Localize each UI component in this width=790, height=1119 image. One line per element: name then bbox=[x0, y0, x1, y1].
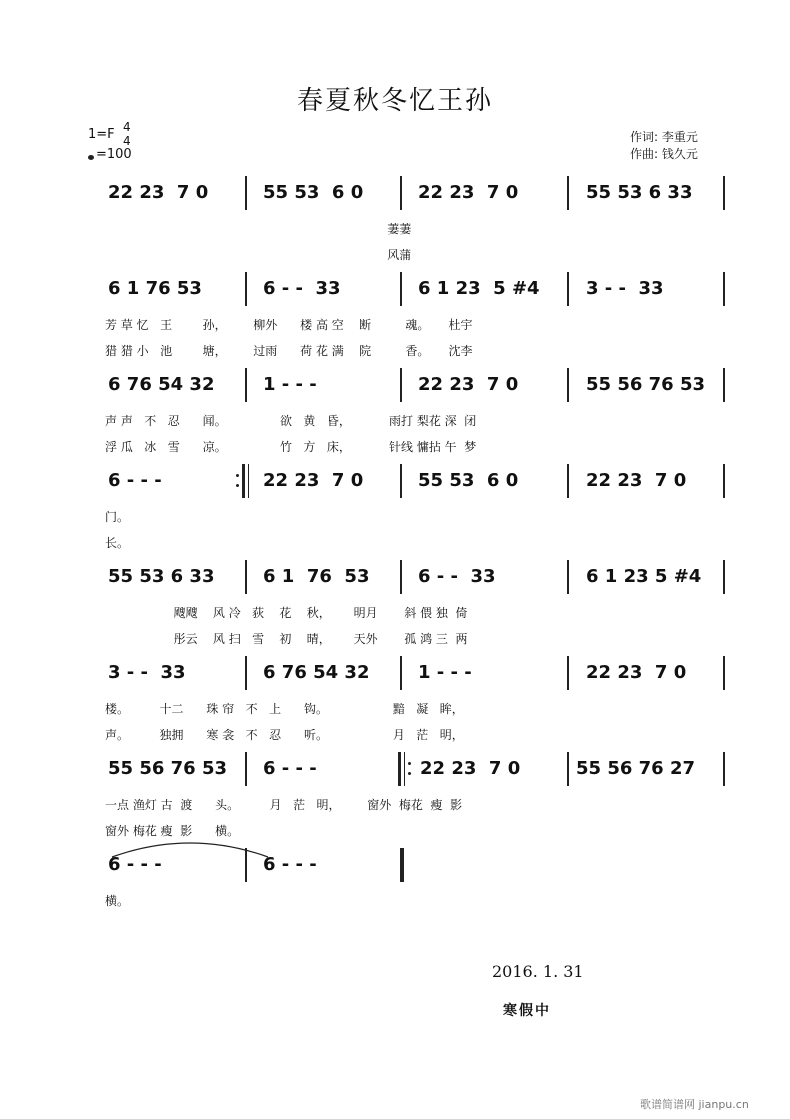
repeat-thin-line bbox=[248, 464, 249, 498]
lyric-line-2a: 芳 草 忆 王 孙， 柳外 楼 高 空 断 魂。 杜宇 bbox=[105, 318, 473, 332]
measure: 55 56 76 53 bbox=[108, 758, 227, 779]
measure: 22 23 7 0 bbox=[263, 470, 364, 491]
lyric-line-7a: 一点 渔灯 古 渡 头。 月 茫 明， 窗外 梅花 瘦 影 bbox=[105, 798, 463, 812]
tempo-value: =100 bbox=[96, 147, 132, 162]
measure: 55 53 6 0 bbox=[263, 182, 364, 203]
lyric-line-5b: 彤云 风 扫 雪 初 晴， 天外 孤 鸿 三 两 bbox=[105, 632, 468, 646]
lyric-line-5a: 飕飕 风 冷 荻 花 秋， 明月 斜 偎 独 倚 bbox=[105, 606, 468, 620]
lyric-line-6b: 声。 独拥 寒 衾 不 忍 听。 月 茫 明， bbox=[105, 728, 464, 742]
bar-line bbox=[245, 272, 247, 306]
footnote-label: 寒假中 bbox=[503, 1003, 551, 1019]
measure: 6 1 76 53 bbox=[108, 278, 202, 299]
measure: 22 23 7 0 bbox=[586, 470, 687, 491]
bar-line bbox=[245, 176, 247, 210]
time-sig-bottom: 4 bbox=[123, 134, 131, 148]
measure: 55 53 6 33 bbox=[586, 182, 693, 203]
bar-line bbox=[245, 752, 247, 786]
bar-line bbox=[567, 272, 569, 306]
score-row-4 bbox=[100, 470, 730, 502]
bar-line bbox=[567, 368, 569, 402]
lyricist-credit: 作词: 李重元 bbox=[630, 130, 698, 144]
measure: 3 - - 33 bbox=[586, 278, 664, 299]
key-signature: 1=F bbox=[88, 127, 115, 142]
date-label: 2016. 1. 31 bbox=[492, 962, 584, 981]
measure: 6 - - 33 bbox=[418, 566, 496, 587]
measure: 6 1 76 53 bbox=[263, 566, 370, 587]
time-sig-top: 4 bbox=[123, 120, 131, 134]
measure: 22 23 7 0 bbox=[418, 182, 519, 203]
lyric-line-8a: 横。 bbox=[105, 894, 130, 908]
measure: 22 23 7 0 bbox=[418, 374, 519, 395]
measure: 6 1 23 5 #4 bbox=[586, 566, 702, 587]
bar-line bbox=[567, 752, 569, 786]
lyric-line-3b: 浮 瓜 冰 雪 凉。 竹 方 床， 针线 慵拈 午 梦 bbox=[105, 440, 477, 454]
measure: 6 - - - bbox=[108, 470, 162, 491]
bar-line bbox=[245, 656, 247, 690]
repeat-dot bbox=[236, 474, 239, 477]
bar-line bbox=[400, 656, 402, 690]
bar-line bbox=[245, 848, 247, 882]
measure: 1 - - - bbox=[263, 374, 317, 395]
score-row-1 bbox=[100, 182, 730, 214]
measure: 55 56 76 53 bbox=[586, 374, 705, 395]
lyric-line-4a: 门。 bbox=[105, 510, 130, 524]
bar-line bbox=[245, 560, 247, 594]
song-title: 春夏秋冬忆王孙 bbox=[296, 86, 493, 116]
measure: 55 53 6 0 bbox=[418, 470, 519, 491]
bar-line bbox=[400, 368, 402, 402]
tempo-marking bbox=[88, 147, 132, 162]
bar-line bbox=[400, 272, 402, 306]
composer-credit: 作曲: 钱久元 bbox=[630, 147, 698, 161]
repeat-dot bbox=[408, 772, 411, 775]
bar-line bbox=[723, 752, 725, 786]
bar-line bbox=[400, 464, 402, 498]
watermark: 歌谱简谱网 jianpu.cn bbox=[640, 1098, 749, 1111]
measure: 22 23 7 0 bbox=[108, 182, 209, 203]
bar-line bbox=[245, 368, 247, 402]
bar-line bbox=[723, 464, 725, 498]
bar-line bbox=[723, 656, 725, 690]
score-row-7 bbox=[100, 758, 730, 790]
bar-line bbox=[567, 176, 569, 210]
measure: 55 56 76 27 bbox=[576, 758, 695, 779]
repeat-dot bbox=[236, 484, 239, 487]
repeat-thick-line bbox=[398, 752, 401, 786]
bar-line bbox=[723, 272, 725, 306]
quarter-note-icon bbox=[88, 155, 94, 160]
bar-line bbox=[567, 656, 569, 690]
score-row-3 bbox=[100, 374, 730, 406]
measure: 22 23 7 0 bbox=[420, 758, 521, 779]
score-row-2 bbox=[100, 278, 730, 310]
measure: 3 - - 33 bbox=[108, 662, 186, 683]
time-signature bbox=[123, 120, 131, 148]
score-row-8 bbox=[100, 854, 730, 886]
repeat-thin-line bbox=[404, 752, 405, 786]
measure: 1 - - - bbox=[418, 662, 472, 683]
lyric-line-1b: 风蒲 bbox=[105, 248, 412, 262]
lyric-line-4b: 长。 bbox=[105, 536, 130, 550]
measure: 6 76 54 32 bbox=[108, 374, 215, 395]
bar-line bbox=[567, 560, 569, 594]
lyric-line-6a: 楼。 十二 珠 帘 不 上 钩。 黯 凝 眸， bbox=[105, 702, 464, 716]
score-row-6 bbox=[100, 662, 730, 694]
measure: 6 - - - bbox=[263, 758, 317, 779]
measure: 6 - - - bbox=[108, 854, 162, 875]
lyric-line-1a: 萋萋 bbox=[105, 222, 412, 236]
bar-line bbox=[400, 560, 402, 594]
bar-line bbox=[723, 176, 725, 210]
measure: 22 23 7 0 bbox=[586, 662, 687, 683]
measure: 6 - - - bbox=[263, 854, 317, 875]
measure: 6 1 23 5 #4 bbox=[418, 278, 540, 299]
lyric-line-2b: 猎 猎 小 池 塘， 过雨 荷 花 满 院 香。 沈李 bbox=[105, 344, 473, 358]
bar-line bbox=[400, 176, 402, 210]
lyric-line-7b: 窗外 梅花 瘦 影 横。 bbox=[105, 824, 240, 838]
bar-line bbox=[723, 560, 725, 594]
bar-line bbox=[567, 464, 569, 498]
measure: 6 - - 33 bbox=[263, 278, 341, 299]
final-bar-line bbox=[400, 848, 404, 882]
repeat-thick-line bbox=[242, 464, 245, 498]
measure: 6 76 54 32 bbox=[263, 662, 370, 683]
score-row-5 bbox=[100, 566, 730, 598]
lyric-line-3a: 声 声 不 忍 闻。 欲 黄 昏， 雨打 梨花 深 闭 bbox=[105, 414, 477, 428]
bar-line bbox=[723, 368, 725, 402]
repeat-dot bbox=[408, 762, 411, 765]
measure: 55 53 6 33 bbox=[108, 566, 215, 587]
